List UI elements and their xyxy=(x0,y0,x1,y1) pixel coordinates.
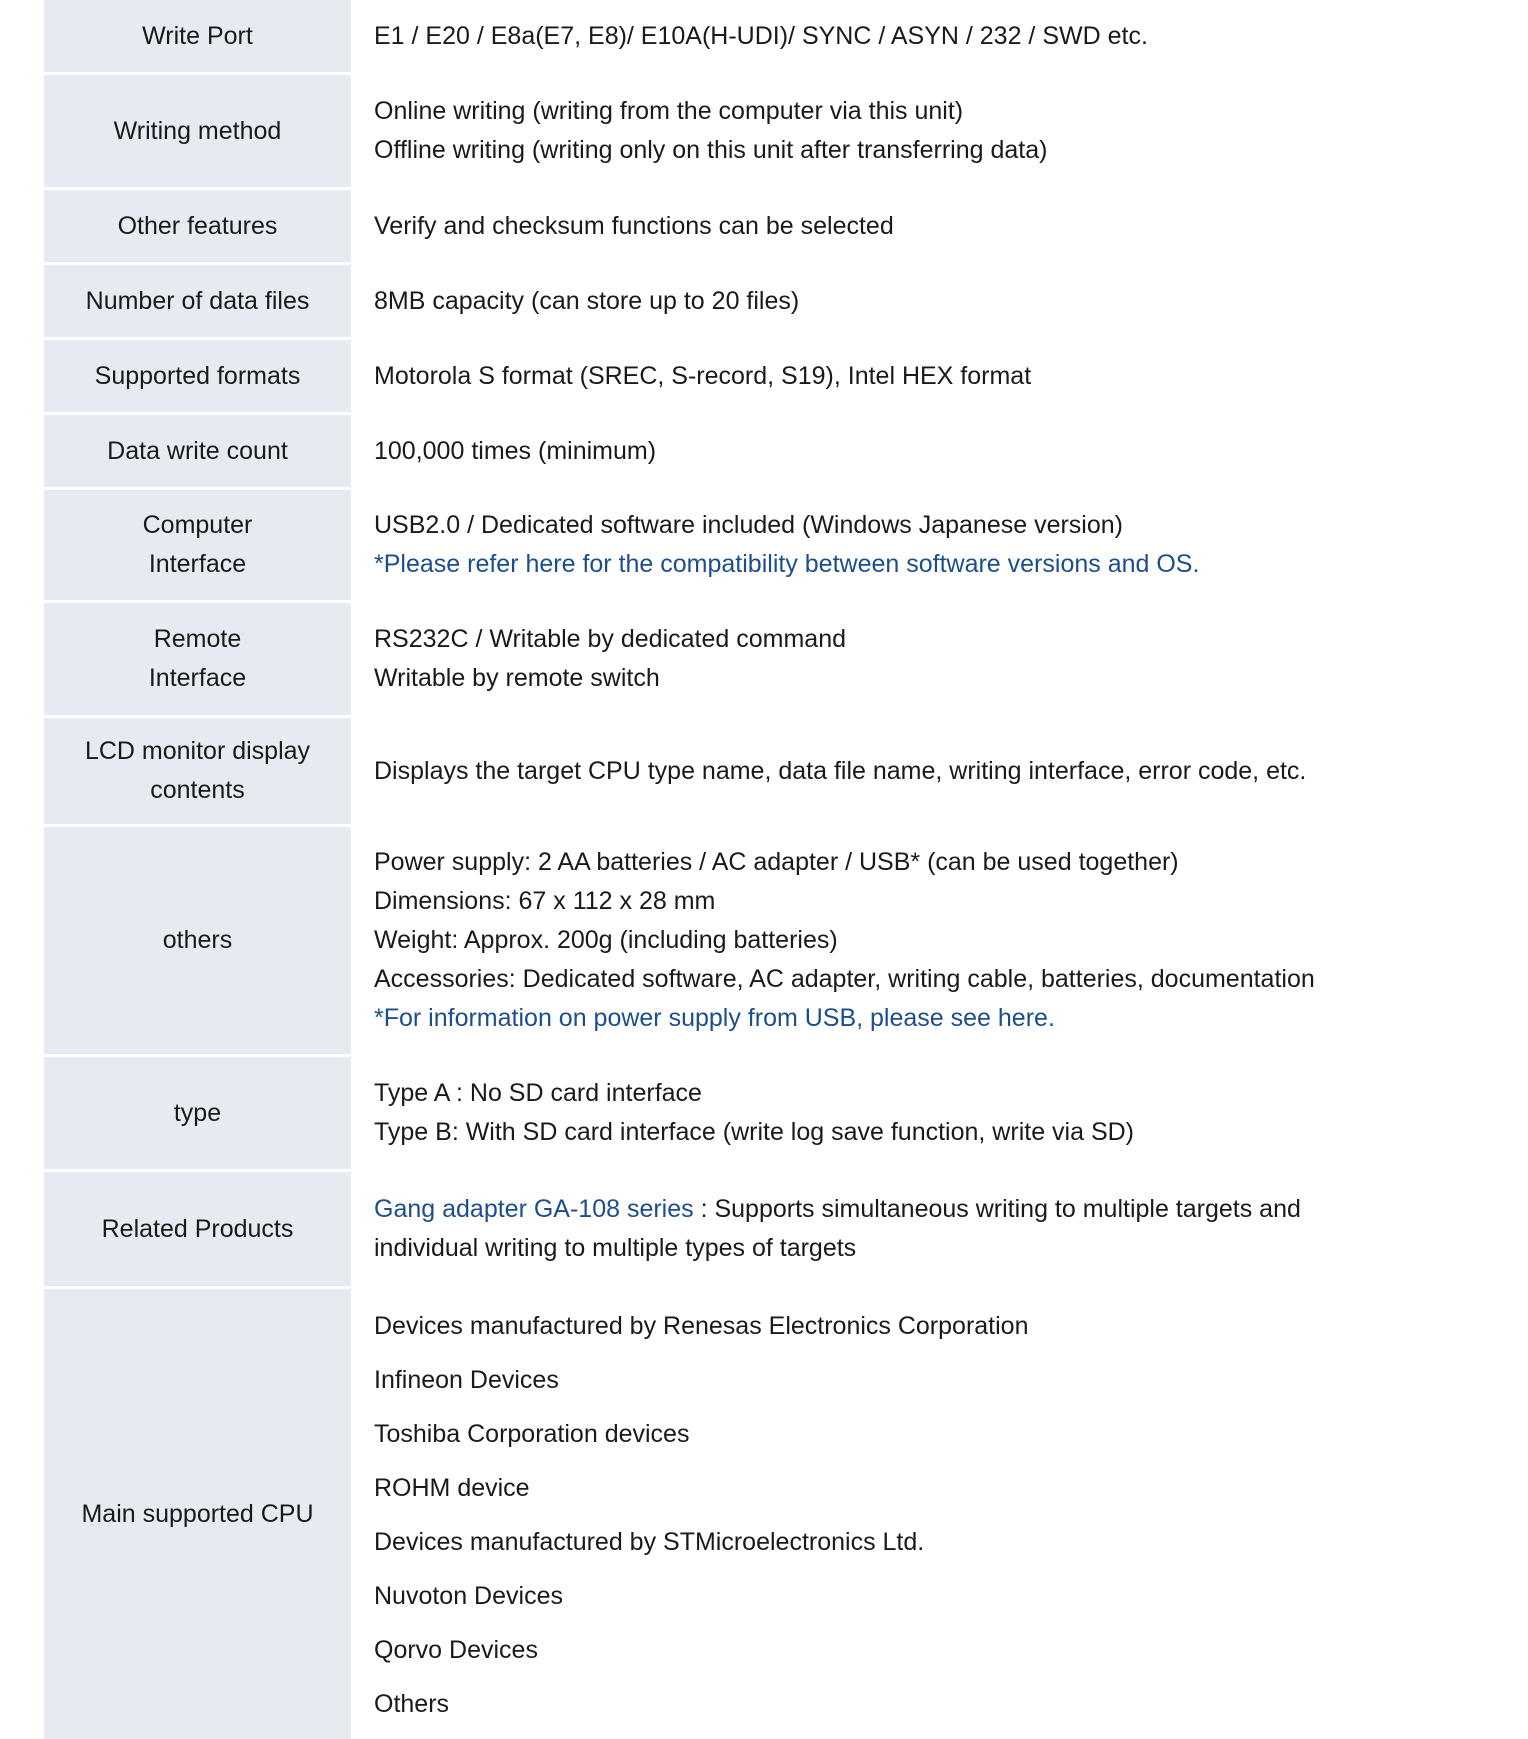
row-related-products xyxy=(44,1172,1528,1289)
list-item: ROHM device xyxy=(374,1473,530,1502)
row-label: others xyxy=(44,827,354,1054)
row-label: LCD monitor display contents xyxy=(44,718,354,824)
row-data-write-count xyxy=(44,415,1528,490)
row-main-supported-cpu xyxy=(44,1289,1528,1739)
list-item: Others xyxy=(374,1689,450,1718)
row-value: E1 / E20 / E8a(E7, E8)/ E10A(H-UDI)/ SYNC / ASYN / 232 / SWD etc. xyxy=(374,21,1148,50)
list-item: Infineon Devices xyxy=(374,1365,559,1394)
row-other-features xyxy=(44,190,1528,265)
list-item: Devices manufactured by Renesas Electronics Corporation xyxy=(374,1311,1029,1340)
row-computer-interface xyxy=(44,490,1528,603)
row-write-port xyxy=(44,0,1528,75)
row-lcd-monitor xyxy=(44,718,1528,827)
row-label: Other features xyxy=(44,190,354,262)
row-value: USB2.0 / Dedicated software included (Windows Japanese version) *Please refer here for the compatibility between software versions and OS. xyxy=(354,490,1528,600)
cpu-list xyxy=(354,1289,1528,1739)
row-label: type xyxy=(44,1057,354,1169)
row-value: 100,000 times (minimum) xyxy=(374,436,657,465)
row-others xyxy=(44,827,1528,1057)
list-item: Qorvo Devices xyxy=(374,1635,538,1664)
list-item: Toshiba Corporation devices xyxy=(374,1419,690,1448)
row-value: RS232C / Writable by dedicated command Writable by remote switch xyxy=(374,625,846,692)
spec-table xyxy=(44,0,1528,1739)
compatibility-link[interactable]: *Please refer here for the compatibility between software versions and OS. xyxy=(374,550,1200,578)
row-type xyxy=(44,1057,1528,1172)
row-writing-method xyxy=(44,75,1528,190)
row-value: Verify and checksum functions can be selected xyxy=(374,211,894,240)
row-label: Main supported CPU xyxy=(44,1289,354,1739)
row-number-of-data-files xyxy=(44,265,1528,340)
row-value: 8MB capacity (can store up to 20 files) xyxy=(374,286,800,315)
row-value: Gang adapter GA-108 series : Supports simultaneous writing to multiple targets and individual writing to multiple types of targets xyxy=(374,1195,1301,1262)
row-value: Type A : No SD card interface Type B: With SD card interface (write log save function, write via SD) xyxy=(374,1079,1134,1146)
row-label: Supported formats xyxy=(44,340,354,412)
row-label: Related Products xyxy=(44,1172,354,1286)
row-label: Write Port xyxy=(44,0,354,72)
row-value: Motorola S format (SREC, S-record, S19), Intel HEX format xyxy=(374,361,1032,390)
list-item: Nuvoton Devices xyxy=(374,1581,563,1610)
row-value: Online writing (writing from the computer via this unit) Offline writing (writing only on this unit after transferring data) xyxy=(374,97,1048,164)
row-label: Writing method xyxy=(44,75,354,187)
row-label: Data write count xyxy=(44,415,354,487)
list-item: Devices manufactured by STMicroelectronics Ltd. xyxy=(374,1527,925,1556)
row-value: Displays the target CPU type name, data file name, writing interface, error code, etc. xyxy=(374,756,1307,785)
gang-adapter-link[interactable]: Gang adapter GA-108 series xyxy=(374,1195,694,1223)
row-value: Power supply: 2 AA batteries / AC adapter / USB* (can be used together) Dimensions: 67 x 112 x 28 mm Weight: Approx. 200g (including batteries) Accessories: Dedicated software, AC adapter, writing cable, batteries, documentation *For information on power supply from USB, please see here. xyxy=(354,827,1528,1054)
row-supported-formats xyxy=(44,340,1528,415)
row-label: Remote Interface xyxy=(44,603,354,715)
row-label: Computer Interface xyxy=(44,490,354,600)
row-label: Number of data files xyxy=(44,265,354,337)
usb-power-link[interactable]: *For information on power supply from USB, please see here. xyxy=(374,1004,1055,1032)
row-remote-interface xyxy=(44,603,1528,718)
